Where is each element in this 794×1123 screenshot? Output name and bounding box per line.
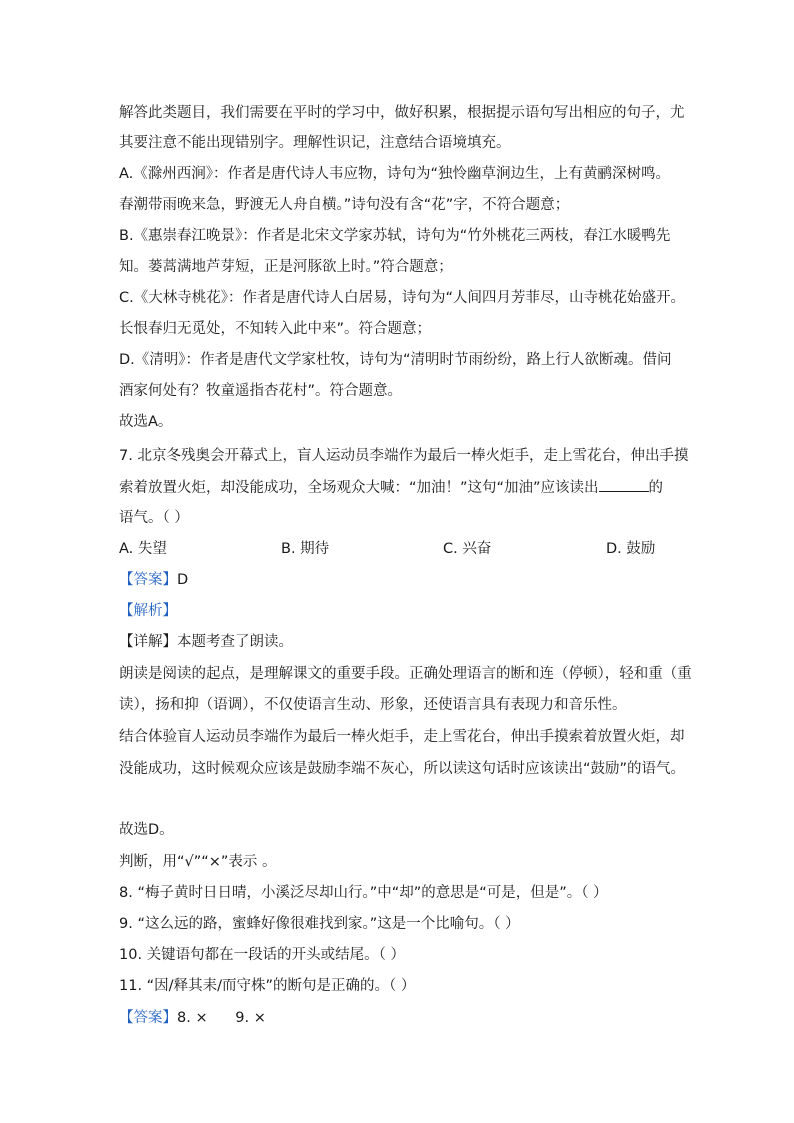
explanation-line-1: 朗读是阅读的起点，是理解课文的重要手段。正确处理语言的断和连（停顿），轻和重（重: [119, 666, 692, 682]
option-d: D. 鼓励: [606, 541, 656, 557]
question-7-line-3: 语气。（ ）: [119, 510, 189, 526]
intro-line-1: 解答此类题目，我们需要在平时的学习中，做好积累，根据提示语句写出相应的句子，尤: [119, 105, 685, 121]
judge-answer-value: 8. × 9. ×: [177, 1010, 266, 1026]
question-7-line-2: [119, 477, 663, 498]
question-10: 10. 关键语句都在一段话的开头或结尾。（ ）: [119, 947, 406, 963]
intro-line-2: 其要注意不能出现错别字。理解性识记，注意结合语境填充。: [119, 135, 511, 151]
question-7-line-2-end: 的: [648, 480, 664, 496]
question-8: 8. “梅子黄时日日晴，小溪泛尽却山行。”中“却”的意思是“可是，但是”。（ ）: [119, 885, 608, 901]
judge-intro: 判断，用“√”“×”表示 。: [119, 854, 277, 870]
analysis-a-line-1: A.《滁州西涧》：作者是唐代诗人韦应物，诗句为“独怜幽草涧边生，上有黄鹂深树鸣。: [119, 166, 671, 182]
question-7-line-2-text: 索着放置火炬，却没能成功，全场观众大喊：“加油！”这句“加油”应该读出: [119, 480, 599, 496]
answer-tag: 【答案】: [119, 572, 177, 588]
analysis-b-line-2: 知。蒌蒿满地芦芽短，正是河豚欲上时。”符合题意；: [119, 259, 453, 275]
explanation-line-2: 读），扬和抑（语调），不仅使语言生动、形象，还使语言具有表现力和音乐性。: [119, 697, 627, 713]
detail-tag: 【详解】: [119, 634, 177, 650]
judge-answer-line: [119, 1008, 266, 1028]
detail-line: [119, 632, 293, 652]
analysis-conclusion: 故选A。: [119, 414, 173, 430]
judge-answer-tag: 【答案】: [119, 1010, 177, 1026]
detail-text: 本题考查了朗读。: [177, 634, 293, 650]
answer-blank: [599, 477, 649, 492]
analysis-tag: 【解析】: [119, 603, 177, 619]
question-9: 9. “这么远的路，蜜蜂好像很难找到家。”这是一个比喻句。（ ）: [119, 916, 520, 932]
option-a: A. 失望: [119, 541, 167, 557]
question-7-conclusion: 故选D。: [119, 822, 174, 838]
analysis-c-line-1: C.《大林寺桃花》：作者是唐代诗人白居易，诗句为“人间四月芳菲尽，山寺桃花始盛开。: [119, 290, 685, 306]
analysis-d-line-2: 酒家何处有？牧童遥指杏花村”。符合题意。: [119, 383, 403, 399]
question-7-line-1: 7. 北京冬残奥会开幕式上，盲人运动员李端作为最后一棒火炬手，走上雪花台，伸出手摸: [119, 448, 689, 464]
answer-line: [119, 570, 188, 590]
explanation-line-4: 没能成功，这时候观众应该是鼓励李端不灰心，所以读这句话时应该读出“鼓励”的语气。: [119, 761, 686, 777]
analysis-b-line-1: B.《惠崇春江晚景》：作者是北宋文学家苏轼，诗句为“竹外桃花三两枝，春江水暖鸭先: [119, 228, 671, 244]
analysis-d-line-1: D.《清明》：作者是唐代文学家杜牧，诗句为“清明时节雨纷纷，路上行人欲断魂。借问: [119, 352, 672, 368]
option-b: B. 期待: [281, 541, 330, 557]
analysis-c-line-2: 长恨春归无觅处，不知转入此中来”。符合题意；: [119, 321, 432, 337]
explanation-line-3: 结合体验盲人运动员李端作为最后一棒火炬手，走上雪花台，伸出手摸索着放置火炬，却: [119, 729, 685, 745]
analysis-a-line-2: 春潮带雨晚来急，野渡无人舟自横。”诗句没有含“花”字，不符合题意；: [119, 197, 570, 213]
answer-value: D: [177, 572, 189, 588]
question-11: 11. “因/释其耒/而守株”的断句是正确的。（ ）: [119, 978, 416, 994]
option-c: C. 兴奋: [443, 541, 492, 557]
